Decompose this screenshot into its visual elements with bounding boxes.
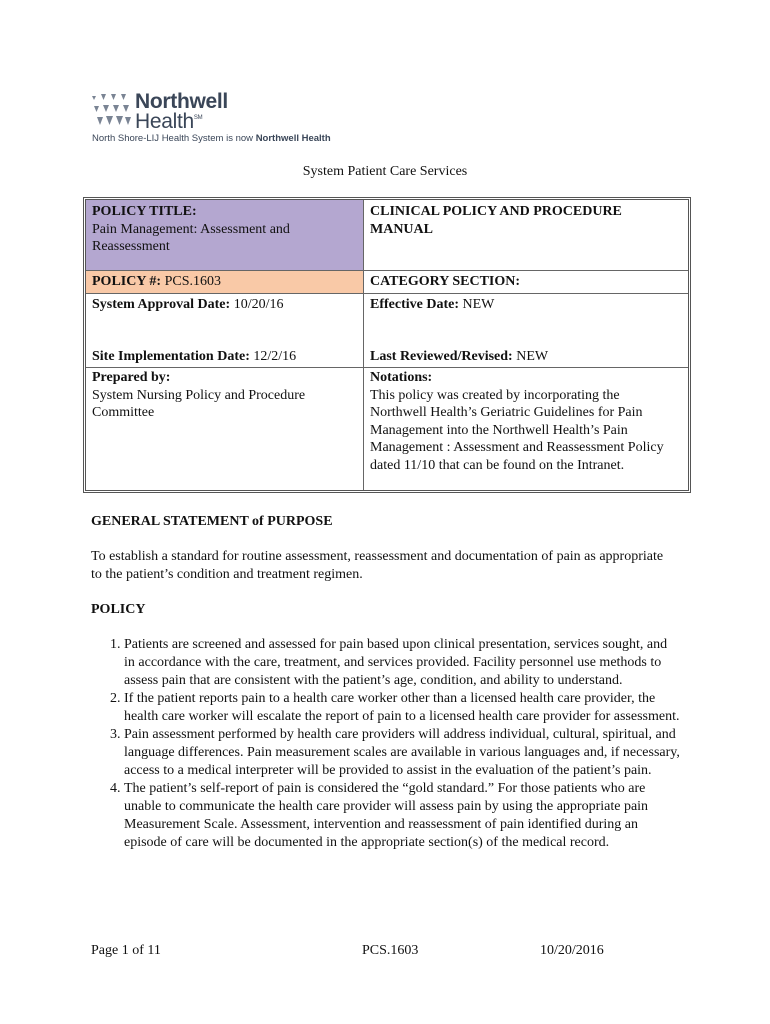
northwell-logo — [92, 90, 362, 150]
policy-title-value: Pain Management: Assessment and Reassessment — [92, 221, 290, 254]
prepared-by-value: System Nursing Policy and Procedure Committee — [92, 387, 306, 420]
northwell-logo-mark-icon — [92, 94, 132, 130]
footer-date: 10/20/2016 — [540, 943, 604, 958]
document-title: System Patient Care Services — [302, 164, 468, 179]
notations-cell: Notations: This policy was created by incorporating the Northwell Health’s Geriatric Guidelines for Pain Management into the Northwell Health’s Pain Management : Assessment and Reassessment Policy dated 11/10 that can be found on the Intranet. — [364, 368, 688, 490]
policy-item: 2. If the patient reports pain to a health care worker other than a licensed health care provider, the health care worker will escalate the report of pain to a licensed health care provider for assessment. — [124, 690, 681, 726]
purpose-heading: GENERAL STATEMENT of PURPOSE — [91, 514, 333, 529]
site-impl-date-value: 12/2/16 — [253, 349, 297, 364]
dates-left-cell: System Approval Date: 10/20/16 Site Implementation Date: 12/2/16 — [92, 297, 297, 364]
manual-label: CLINICAL POLICY AND PROCEDURE MANUAL — [370, 204, 622, 237]
effective-date-value: NEW — [462, 297, 495, 312]
policy-item: 1. Patients are screened and assessed for pain based upon clinical presentation, services sought, and in accordance with the care, treatment, and services provided. Facility personnel use methods to assess pain that are consistent with the patient’s age, condition, and ability to understand. — [124, 636, 681, 690]
last-reviewed-value: NEW — [516, 349, 549, 364]
dates-right-cell: Effective Date: NEW Last Reviewed/Revised: NEW — [370, 297, 549, 364]
policy-item: 3. Pain assessment performed by health care providers will address individual, cultural, spiritual, and language differences. Pain measurement scales are available in various languages and, if necessary, access to a medical interpreter will be provided to assist in the evaluation of the patient’s pain. — [124, 726, 681, 780]
category-section-cell: CATEGORY SECTION: — [370, 274, 521, 289]
policy-heading: POLICY — [91, 602, 146, 617]
service-mark: SM — [193, 115, 203, 121]
brand-name-line1: Northwell — [135, 90, 228, 113]
policy-number-value: PCS.1603 — [164, 274, 222, 289]
brand-name-line2: Health℠ — [135, 110, 203, 133]
footer-policy-code: PCS.1603 — [362, 943, 419, 958]
prepared-by-cell: Prepared by: System Nursing Policy and Procedure Committee — [86, 368, 363, 490]
brand-tagline: North Shore-LIJ Health System is now Northwell Health — [92, 133, 331, 144]
policy-info-table — [83, 197, 691, 493]
policy-list — [91, 636, 681, 852]
policy-title-cell — [86, 200, 363, 270]
policy-number-cell: POLICY #: PCS.1603 — [86, 271, 363, 293]
manual-cell — [364, 200, 688, 270]
purpose-text: To establish a standard for routine assessment, reassessment and documentation of pain as appropriate to the patient’s condition and treatment regimen. — [91, 549, 664, 582]
approval-date-value: 10/20/16 — [233, 297, 284, 312]
policy-item: 4. The patient’s self-report of pain is considered the “gold standard.” For those patients who are unable to communicate the health care provider will assess pain by using the appropriate pain Measurement Scale. Assessment, intervention and reassessment of pain identified during an episode of care will be documented in the appropriate section(s) of the medical record. — [124, 780, 681, 852]
notations-value: This policy was created by incorporating the Northwell Health’s Geriatric Guidelines for Pain Management into the Northwell Health’s Pain Management : Assessment and Reassessment Policy dated 11/10 that can be found on the Intranet. — [370, 387, 664, 473]
footer-page-number: Page 1 of 11 — [91, 943, 161, 958]
policy-title-label: POLICY TITLE: — [92, 204, 197, 219]
